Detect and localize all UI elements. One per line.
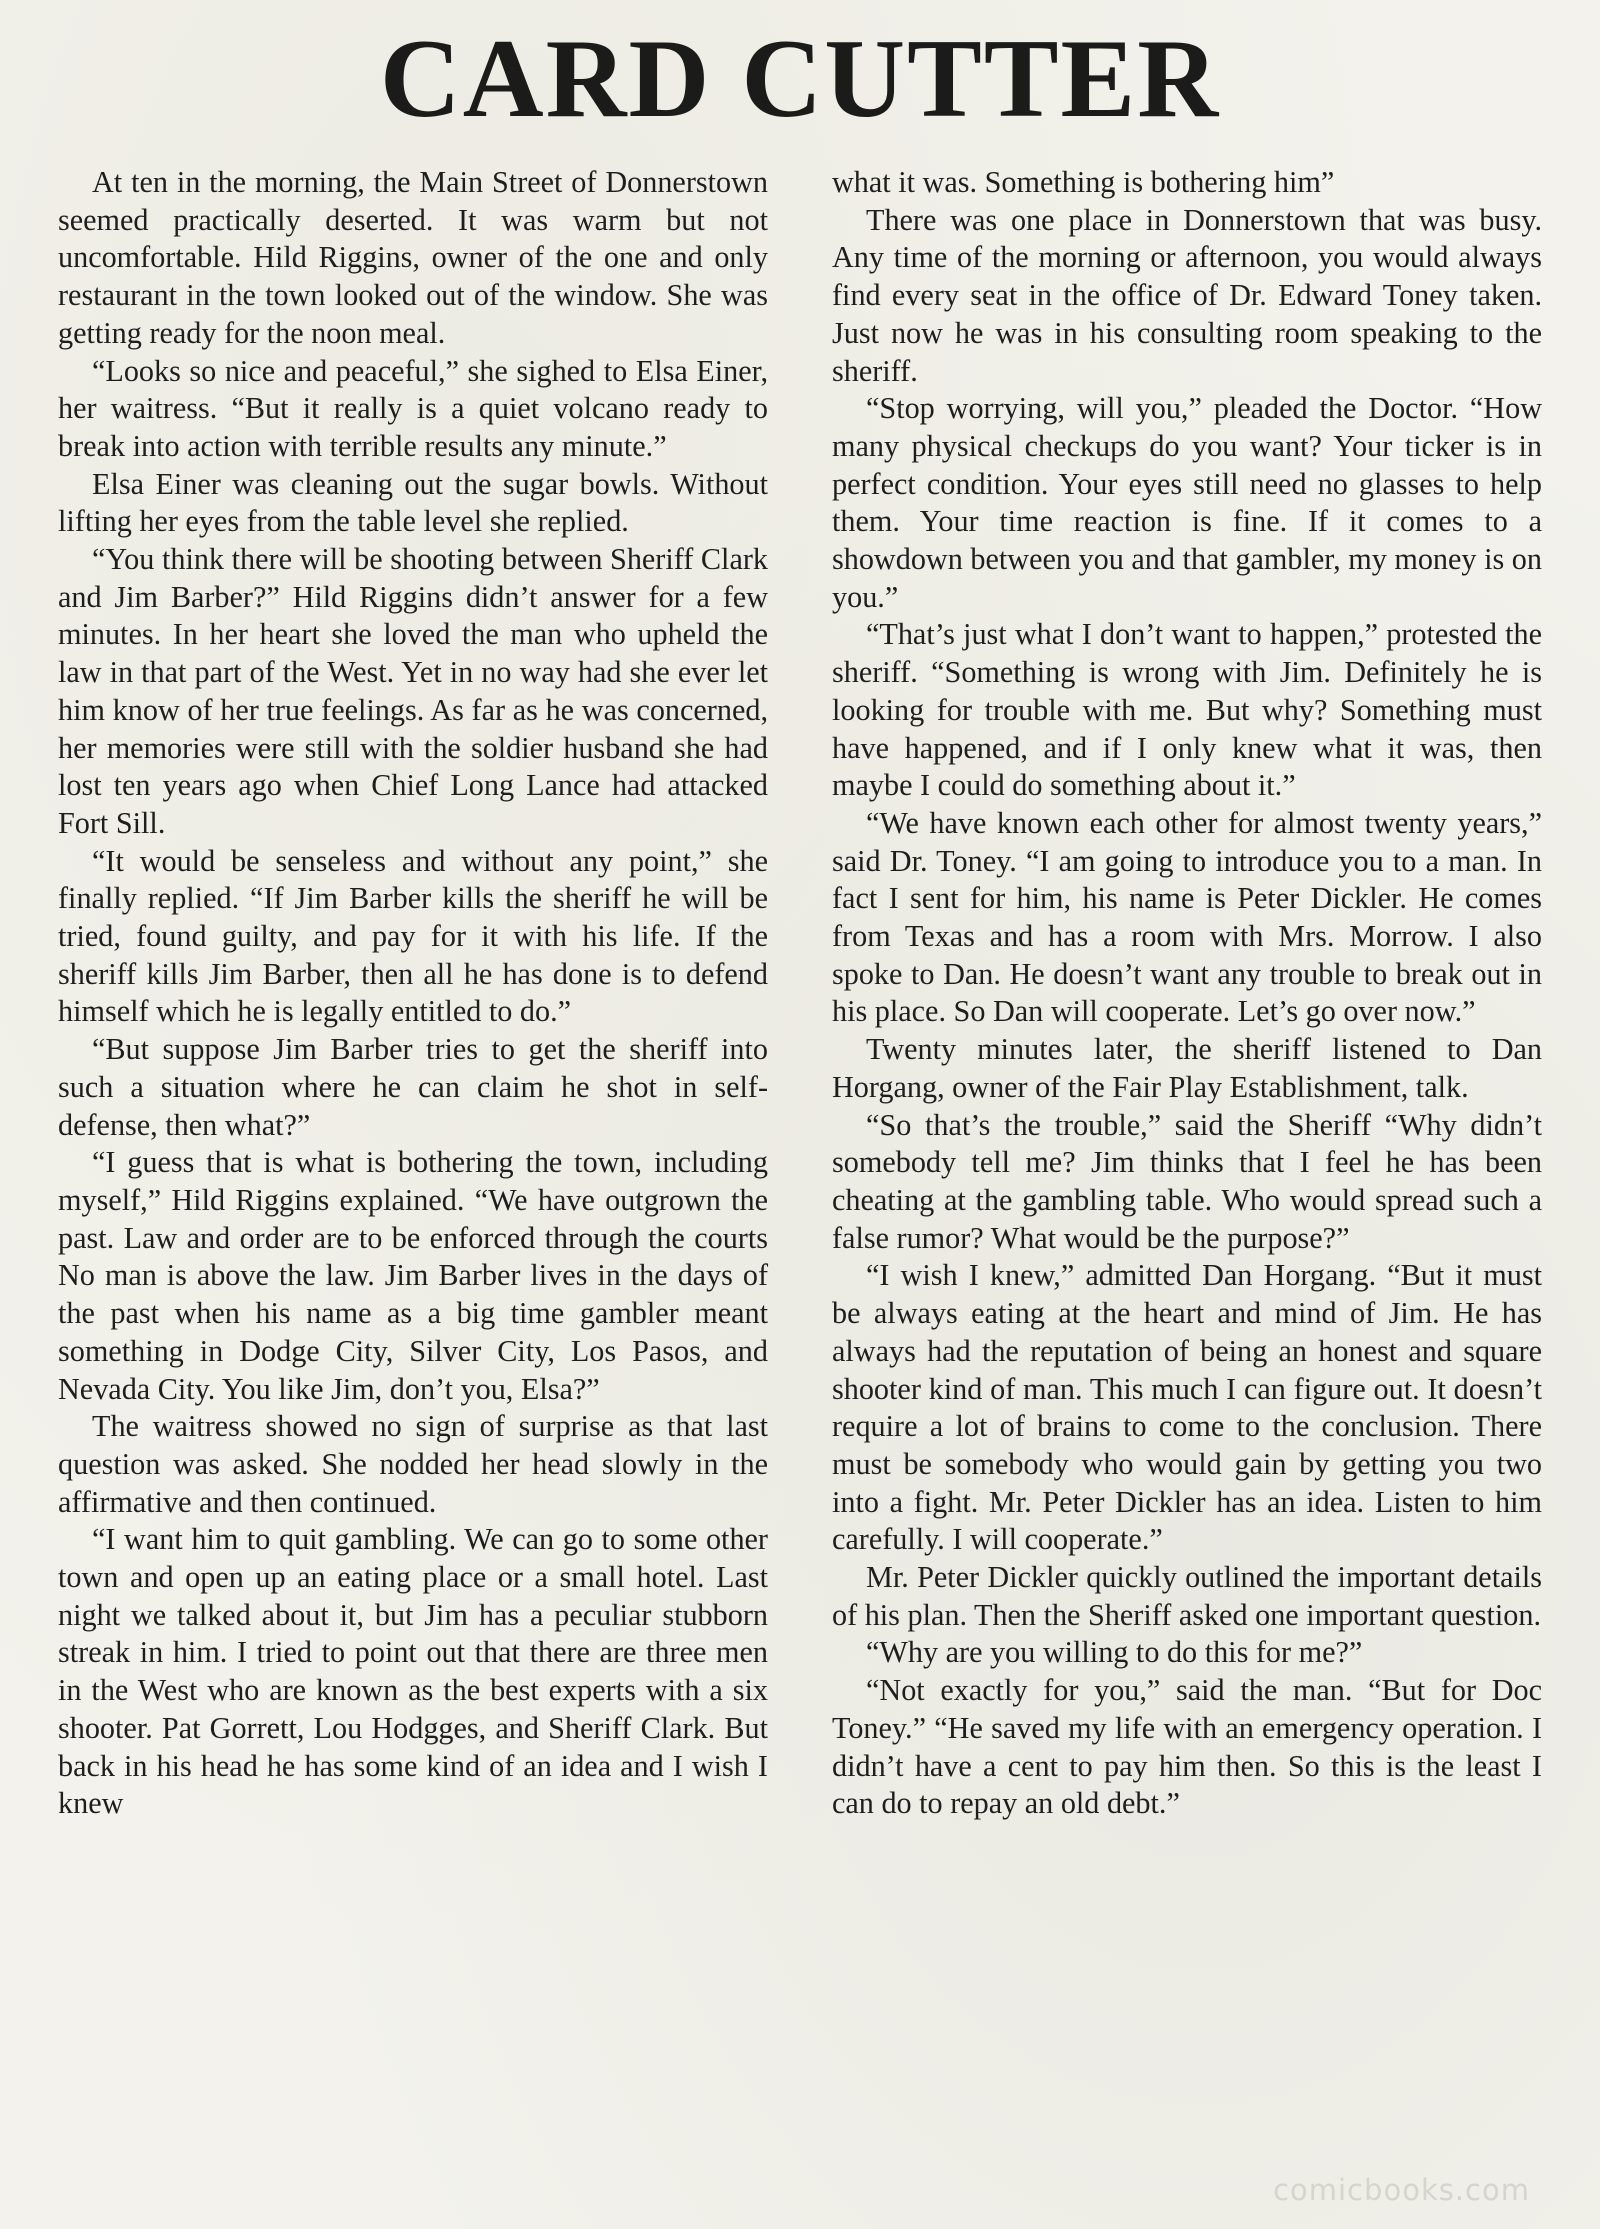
paragraph: “I guess that is what is bothering the town, including myself,” Hild Riggins explained. “We have outgrown the past. Law and order are to be enforced through the courts No man is above the law. Jim Barber lives in the days of the past when his name as a big time gambler meant something in Dodge City, Silver City, Los Pasos, and Nevada City. You like Jim, don’t you, Elsa?” [58,1145,768,1406]
paragraph: “Not exactly for you,” said the man. “But for Doc Toney.” “He saved my life with an emergency operation. I didn’t have a cent to pay him then. So this is the least I can do to repay an old debt.” [832,1673,1542,1821]
story-title: CARD CUTTER [379,17,1221,141]
paragraph: “Why are you willing to do this for me?” [866,1635,1363,1670]
paragraph: Twenty minutes later, the sheriff listened to Dan Horgang, owner of the Fair Play Establishment, talk. [832,1032,1542,1104]
right-column [832,164,1542,1823]
paragraph: “I want him to quit gambling. We can go to some other town and open up an eating place or a small hotel. Last night we talked about it, but Jim has a peculiar stubborn streak in him. I tried to point out that there are three men in the West who are known as the best experts with a six shooter. Pat Gorrett, Lou Hodgges, and Sheriff Clark. But back in his head he has some kind of an idea and I wish I knew [58,1522,768,1821]
paragraph: “But suppose Jim Barber tries to get the sheriff into such a situation where he can claim he shot in self-defense, then what?” [58,1032,768,1142]
left-column [58,164,768,1823]
paragraph: “We have known each other for almost twenty years,” said Dr. Toney. “I am going to introduce you to a man. In fact I sent for him, his name is Peter Dickler. He comes from Texas and has a room with Mrs. Morrow. I also spoke to Dan. He doesn’t want any trouble to break out in his place. So Dan will cooperate. Let’s go over now.” [832,805,1542,1029]
paragraph: Mr. Peter Dickler quickly outlined the important details of his plan. Then the Sheriff asked one important question. [832,1560,1542,1632]
paragraph: “So that’s the trouble,” said the Sheriff “Why didn’t somebody tell me? Jim thinks that I feel he has been cheating at the gambling table. Who would spread such a false rumor? What would be the purpose?” [832,1107,1542,1255]
paragraph: Elsa Einer was cleaning out the sugar bowls. Without lifting her eyes from the table level she replied. [58,466,768,539]
continued-paragraph: what it was. Something is bothering him” [832,165,1335,199]
paragraph: “You think there will be shooting between Sheriff Clark and Jim Barber?” Hild Riggins didn’t answer for a few minutes. In her heart she loved the man who upheld the law in that part of the West. Yet in no way had she ever let him know of her true feelings. As far as he was concerned, her memories were still with the soldier husband she had lost ten years ago when Chief Long Lance had attacked Fort Sill. [58,542,768,840]
paragraph: “It would be senseless and without any point,” she finally replied. “If Jim Barber kills the sheriff he will be tried, found guilty, and pay for it with his life. If the sheriff kills Jim Barber, then all he has done is to defend himself which he is legally entitled to do.” [58,843,768,1029]
paragraph: There was one place in Donnerstown that was busy. Any time of the morning or afternoon, you would always find every seat in the office of Dr. Edward Toney taken. Just now he was in his consulting room speaking to the sheriff. [832,202,1542,388]
paragraph: At ten in the morning, the Main Street of Donnerstown seemed practically deserted. It was warm but not uncomfortable. Hild Riggins, owner of the one and only restaurant in the town looked out of the window. She was getting ready for the noon meal. [58,165,768,350]
paragraph: “Looks so nice and peaceful,” she sighed to Elsa Einer, her waitress. “But it really is a quiet volcano ready to break into action with terrible results any minute.” [58,353,768,463]
watermark: comicbooks.com [1273,2173,1530,2207]
paragraph: “Stop worrying, will you,” pleaded the Doctor. “How many physical checkups do you want? Your ticker is in perfect condition. Your eyes still need no glasses to help them. Your time reaction is fine. If it comes to a showdown between you and that gambler, my money is on you.” [832,391,1542,614]
paragraph: “I wish I knew,” admitted Dan Horgang. “But it must be always eating at the heart and mind of Jim. He has always had the reputation of being an honest and square shooter kind of man. This much I can figure out. It doesn’t require a lot of brains to come to the conclusion. There must be somebody who would gain by getting you two into a fight. Mr. Peter Dickler has an idea. Listen to him carefully. I will cooperate.” [832,1258,1542,1557]
paragraph: “That’s just what I don’t want to happen,” protested the sheriff. “Something is wrong with Jim. Definitely he is looking for trouble with me. But why? Something must have happened, and if I only knew what it was, then maybe I could do something about it.” [832,617,1542,803]
paragraph: The waitress showed no sign of surprise as that last question was asked. She nodded her head slowly in the affirmative and then continued. [58,1409,768,1519]
